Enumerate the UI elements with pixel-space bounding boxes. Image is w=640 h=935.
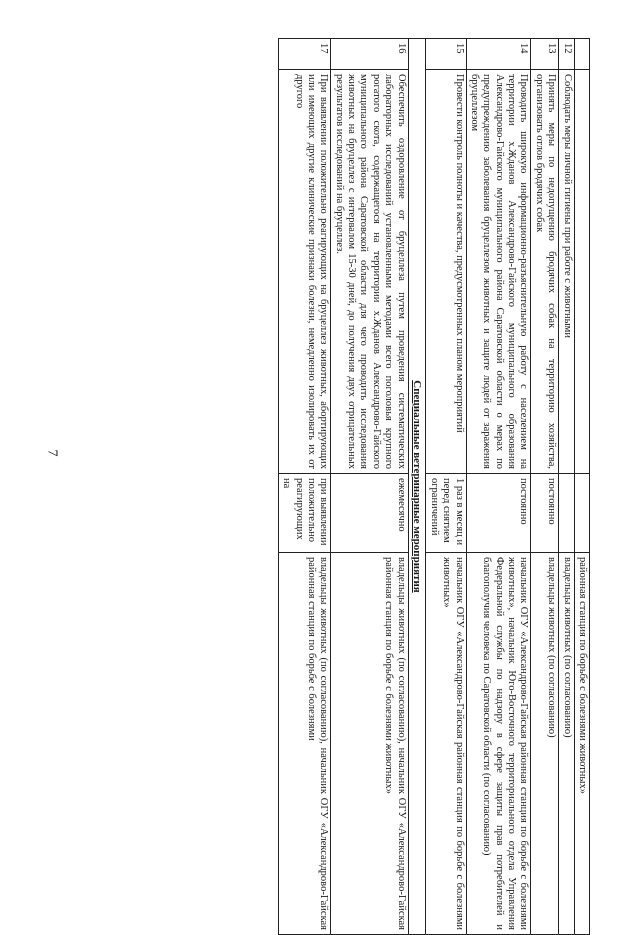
event-cell: Обеспечить оздоровление от бруцеллеза путем проведения систематических лабораторных исследований установленными методами всего поголовья крупного рогатого скота, содержащегося на территории х.Жданов Александрово-Гайского муниципального района Саратовской области для чего проводить исследования животных на бруцеллез с интервалом 15-30 дней, до получения двух отрицательных результатов исследований на бруцеллез. (331, 70, 408, 474)
table-row (574, 39, 589, 935)
event-cell: Соблюдать меры личной гигиены при работе с животными (559, 70, 574, 474)
row-number (574, 39, 589, 70)
term-cell: постоянно (531, 474, 559, 553)
table-row (278, 39, 331, 935)
page-number: 7 (44, 449, 60, 457)
responsible-cell: начальник ОГУ «Александрово-Гайская районная станция по борьбе с болезнями животных» (426, 553, 466, 935)
measures-table (278, 38, 590, 935)
event-cell: Провести контроль полноты и качества, предусмотренных планом мероприятий (426, 70, 466, 474)
responsible-cell: владельцы животных (по согласованию), начальник ОГУ «Александрово-Гайская районная станция по борьбе с болезнями (278, 553, 331, 935)
term-cell: постоянно (466, 474, 531, 553)
table-row (466, 39, 531, 935)
section-title: Специальные ветеринарные мероприятия (408, 39, 426, 935)
term-cell: 1 раз в месяц и перед снятием ограничений (426, 474, 466, 553)
row-number: 13 (531, 39, 559, 70)
term-cell: при выявлении положительно реагирующих на (278, 474, 331, 553)
event-cell: Принять меры по недопущению бродячих собак на территорию хозяйства, организовать отлов бродячих собак (531, 70, 559, 474)
event-cell (574, 70, 589, 474)
table-row (331, 39, 408, 935)
row-number: 12 (559, 39, 574, 70)
row-number: 17 (278, 39, 331, 70)
responsible-cell: владельцы животных (по согласованию) (531, 553, 559, 935)
table-row (531, 39, 559, 935)
row-number: 14 (466, 39, 531, 70)
row-number: 15 (426, 39, 466, 70)
event-cell: При выявлении положительно реагирующих на бруцеллез животных, абортирующих или имеющих другие клинические признаки болезни, немедленно изолировать их от другого (278, 70, 331, 474)
table-row (559, 39, 574, 935)
section-row (408, 39, 426, 935)
responsible-cell: владельцы животных (по согласованию), начальник ОГУ «Александрово-Гайская районная станция по борьбе с болезнями животных» (331, 553, 408, 935)
term-cell (574, 474, 589, 553)
responsible-cell: районная станция по борьбе с болезнями животных» (574, 553, 589, 935)
rotated-table-container (90, 38, 590, 930)
term-cell: ежемесячно (331, 474, 408, 553)
row-number: 16 (331, 39, 408, 70)
event-cell: Проводить широкую информационно-разъяснительную работу с населением на территории х.Жданов Александрово-Гайского муниципального образования Александрово-Гайского муниципального района Саратовской области о мерах по предупреждению заболевания бруцеллезом животных и защите людей от заражения бруцеллезом (466, 70, 531, 474)
responsible-cell: владельцы животных (по согласованию) (559, 553, 574, 935)
term-cell (559, 474, 574, 553)
responsible-cell: начальник ОГУ «Александрово-Гайская районная станция по борьбе с болезнями животных», начальник Юго-Восточного территориального отдела Управления Федеральной службы по надзору в сфере защиты прав потребителей и благополучия человека по Саратовской области (по согласованию) (466, 553, 531, 935)
table-row (426, 39, 466, 935)
